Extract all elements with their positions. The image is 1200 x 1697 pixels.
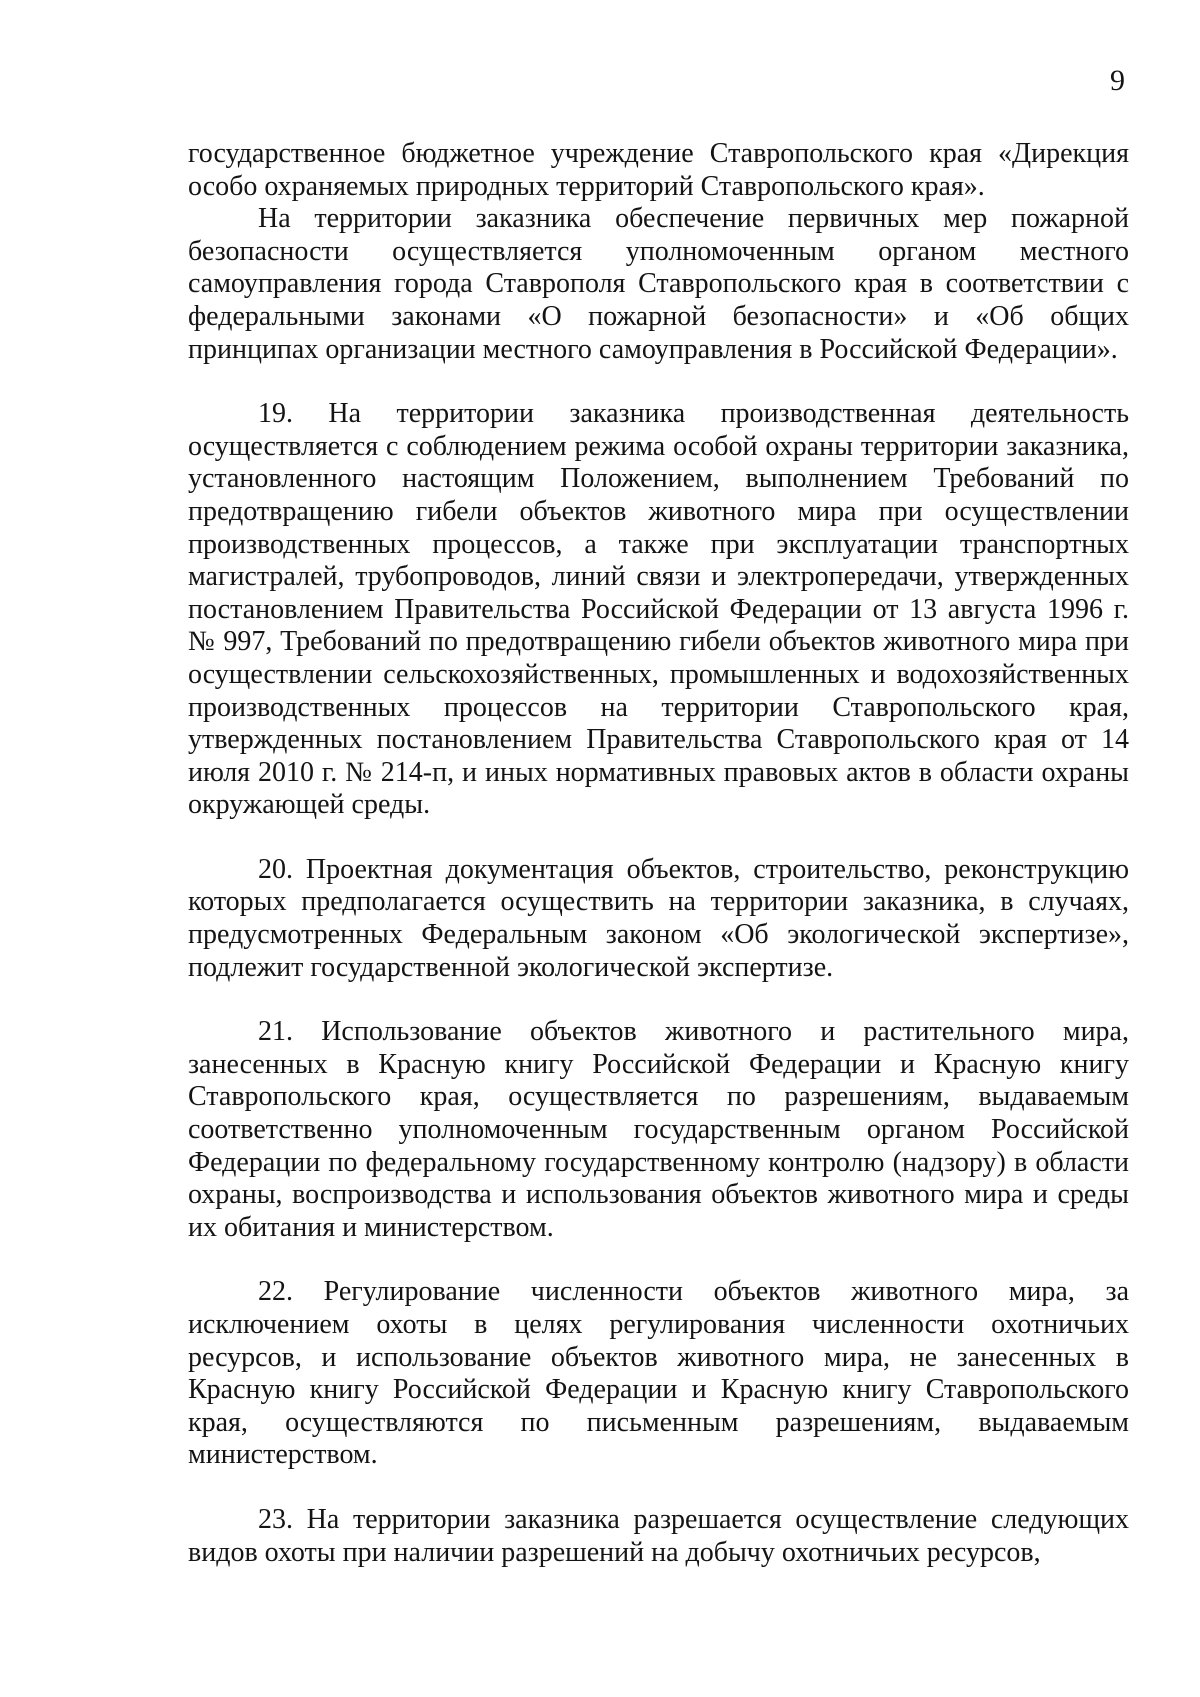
paragraph-continuation: государственное бюджетное учреждение Ставропольского края «Дирекция особо охраняемых природных территорий Ставропольского края».	[188, 138, 1129, 202]
paragraph-20: 20. Проектная документация объектов, строительство, реконструкцию которых предполагается осуществить на территории заказника, в случаях, предусмотренных Федеральным законом «Об экологической экспертизе», подлежит государственной экологической экспертизе.	[188, 853, 1129, 983]
paragraph-23: 23. На территории заказника разрешается осуществление следующих видов охоты при наличии разрешений на добычу охотничьих ресурсов,	[188, 1503, 1129, 1568]
paragraph-fire-safety: На территории заказника обеспечение первичных мер пожарной безопасности осуществляется уполномоченным органом местного самоуправления города Ставрополя Ставропольского края в соответствии с федеральными законами «О пожарной безопасности» и «Об общих принципах организации местного самоуправления в Российской Федерации».	[188, 203, 1129, 365]
document-body	[188, 138, 1129, 1569]
paragraph-22: 22. Регулирование численности объектов животного мира, за исключением охоты в целях регулирования численности охотничьих ресурсов, и использование объектов животного мира, не занесенных в Красную книгу Российской Федерации и Красную книгу Ставропольского края, осуществляются по письменным разрешениям, выдаваемым министерством.	[188, 1276, 1129, 1471]
page-number: 9	[1110, 64, 1125, 97]
paragraph-19: 19. На территории заказника производственная деятельность осуществляется с соблюдением режима особой охраны территории заказника, установленного настоящим Положением, выполнением Требований по предотвращению гибели объектов животного мира при осуществлении производственных процессов, а также при эксплуатации транспортных магистралей, трубопроводов, линий связи и электропередачи, утвержденных постановлением Правительства Российской Федерации от 13 августа 1996 г. № 997, Требований по предотвращению гибели объектов животного мира при осуществлении сельскохозяйственных, промышленных и водохозяйственных производственных процессов на территории Ставропольского края, утвержденных постановлением Правительства Ставропольского края от 14 июля 2010 г. № 214-п, и иных нормативных правовых актов в области охраны окружающей среды.	[188, 398, 1129, 821]
paragraph-21: 21. Использование объектов животного и растительного мира, занесенных в Красную книгу Российской Федерации и Красную книгу Ставропольского края, осуществляется по разрешениям, выдаваемым соответственно уполномоченным государственным органом Российской Федерации по федеральному государственному контролю (надзору) в области охраны, воспроизводства и использования объектов животного мира и среды их обитания и министерством.	[188, 1016, 1129, 1243]
